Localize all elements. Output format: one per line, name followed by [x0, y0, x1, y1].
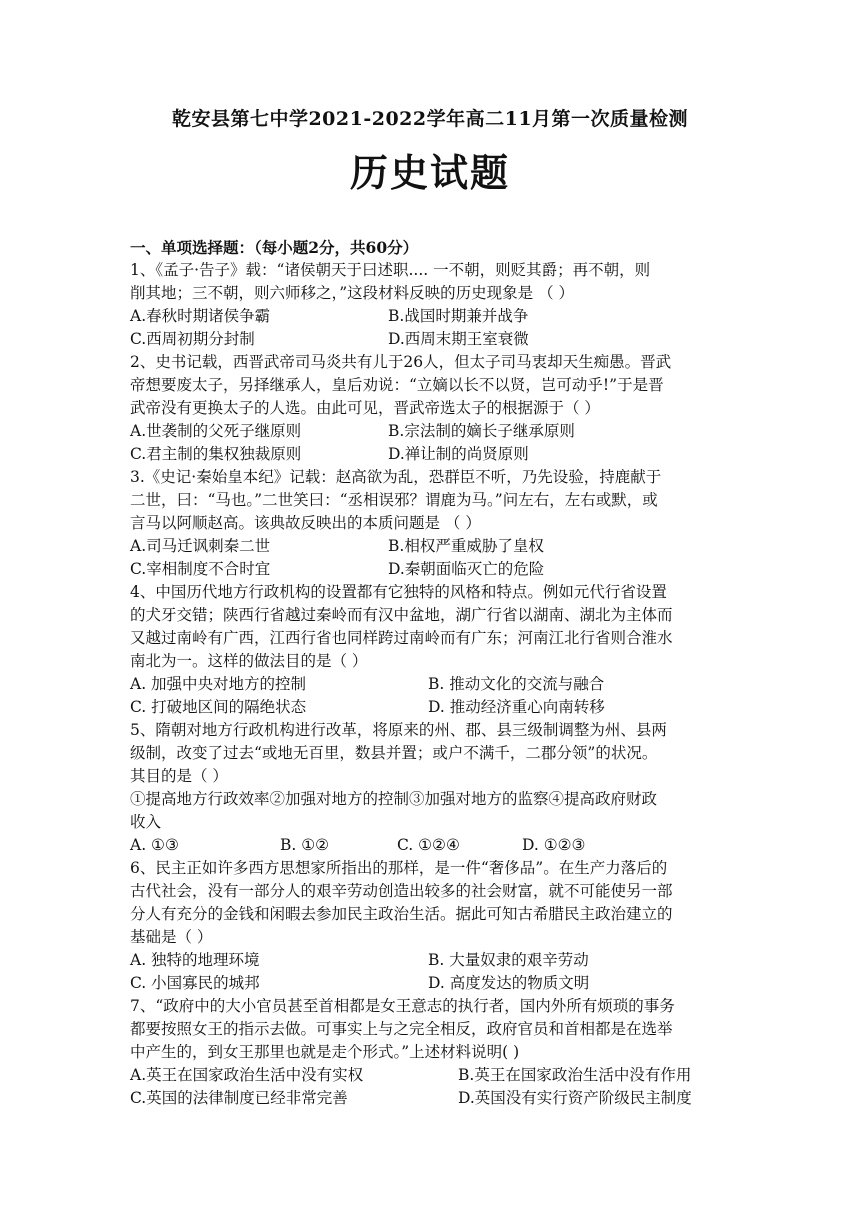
- option-d: D. ①②③: [522, 836, 586, 854]
- question-5: [130, 719, 730, 857]
- question-stem-line: 其目的是（ ）: [130, 767, 228, 785]
- option-c: C.西周初期分封制: [130, 330, 255, 348]
- option-row: [130, 420, 730, 443]
- option-row: [130, 673, 730, 696]
- option-b: B.相权严重威胁了皇权: [388, 537, 544, 555]
- option-row: [130, 305, 730, 328]
- option-a: A.英王在国家政治生活中没有实权: [130, 1066, 364, 1084]
- option-c: C. 打破地区间的隔绝状态: [130, 698, 307, 716]
- option-b: B.宗法制的嫡长子继承原则: [388, 422, 575, 440]
- option-d: D.禅让制的尚贤原则: [388, 445, 529, 463]
- option-row: [130, 1087, 730, 1110]
- question-stem-line: 武帝没有更换太子的人选。由此可见，晋武帝选太子的根据源于（ ）: [130, 399, 600, 417]
- question-4: [130, 581, 730, 719]
- option-row: [130, 443, 730, 466]
- option-row: [130, 535, 730, 558]
- question-stem-line: 级制，改变了过去“或地无百里，数县并置；或户不满千，二郡分领”的状况。: [130, 744, 658, 762]
- option-a: A.世袭制的父死子继原则: [130, 422, 302, 440]
- option-b: B.英王在国家政治生活中没有作用: [458, 1066, 692, 1084]
- option-c: C.君主制的集权独裁原则: [130, 445, 302, 463]
- option-a: A. 独特的地理环境: [130, 951, 260, 969]
- option-b: B. 大量奴隶的艰辛劳动: [428, 951, 589, 969]
- question-stem-line: 都要按照女王的指示去做。可事实上与之完全相反，政府官员和首相都是在选举: [130, 1020, 673, 1038]
- question-section: [130, 236, 730, 1110]
- option-row: [130, 949, 730, 972]
- option-d: D.秦朝面临灭亡的危险: [388, 560, 545, 578]
- option-row: [130, 1064, 730, 1087]
- question-7: [130, 995, 730, 1110]
- option-b: B. ①②: [280, 836, 330, 854]
- question-stem-line: ①提高地方行政效率②加强对地方的控制③加强对地方的监察④提高政府财政: [130, 790, 658, 808]
- option-d: D. 推动经济重心向南转移: [428, 698, 605, 716]
- question-stem-line: 3.《史记·秦始皇本纪》记载：赵高欲为乱，恐群臣不听，乃先设验，持鹿献于: [130, 468, 662, 486]
- question-stem-line: 基础是（ ）: [130, 928, 213, 946]
- option-a: A.司马迁讽刺秦二世: [130, 537, 271, 555]
- question-stem-line: 7、“政府中的大小官员甚至首相都是女王意志的执行者，国内外所有烦琐的事务: [130, 997, 675, 1015]
- option-b: B.战国时期兼并战争: [388, 307, 529, 325]
- question-stem-line: 5、隋朝对地方行政机构进行改革，将原来的州、郡、县三级制调整为州、县两: [130, 721, 667, 739]
- question-stem-line: 2、史书记载，西晋武帝司马炎共有儿于26人，但太子司马衷却天生痴愚。晋武: [130, 353, 672, 371]
- option-d: D.英国没有实行资产阶级民主制度: [458, 1089, 692, 1107]
- question-stem-line: 1、《孟子·告子》载：“诸侯朝天于曰述职.... 一不朝，则贬其爵；再不朝，则: [130, 261, 651, 279]
- question-stem-line: 分人有充分的金钱和闲暇去参加民主政治生活。据此可知古希腊民主政治建立的: [130, 905, 673, 923]
- question-stem-line: 4、中国历代地方行政机构的设置都有它独特的风格和特点。例如元代行省设置: [130, 583, 667, 601]
- option-c: C. 小国寡民的城邦: [130, 974, 260, 992]
- option-a: A. ①③: [130, 836, 179, 854]
- option-d: D.西周末期王室衰微: [388, 330, 529, 348]
- question-stem-line: 南北为一。这样的做法目的是（ ）: [130, 652, 368, 670]
- question-stem-line: 古代社会，没有一部分人的艰辛劳动创造出较多的社会财富，就不可能使另一部: [130, 882, 673, 900]
- subject-title: 历史试题: [349, 150, 510, 195]
- option-a: A. 加强中央对地方的控制: [130, 675, 307, 693]
- question-2: [130, 351, 730, 466]
- question-stem-line: 中产生的，到女王那里也就是走个形式。”上述材料说明( ): [130, 1043, 520, 1061]
- option-row: [130, 558, 730, 581]
- question-stem-line: 帝想要废太子，另择继承人，皇后劝说：“立嫡以长不以贤，岂可动乎!”于是晋: [130, 376, 664, 394]
- option-row: [130, 972, 730, 995]
- question-6: [130, 857, 730, 995]
- option-c: C. ①②④: [397, 836, 460, 854]
- question-1: [130, 259, 730, 351]
- option-a: A.春秋时期诸侯争霸: [130, 307, 271, 325]
- question-3: [130, 466, 730, 581]
- option-row: [130, 834, 730, 857]
- question-stem-line: 6、民主正如许多西方思想家所指出的那样，是一件“奢侈品”。在生产力落后的: [130, 859, 668, 877]
- option-c: C.英国的法律制度已经非常完善: [130, 1089, 348, 1107]
- option-row: [130, 696, 730, 719]
- question-stem-line: 削其地；三不朝，则六师移之，”这段材料反映的历史现象是 （ ）: [130, 284, 575, 302]
- section-title: 一、单项选择题：（每小题2分，共60分）: [130, 238, 419, 257]
- option-b: B. 推动文化的交流与融合: [428, 675, 605, 693]
- option-row: [130, 328, 730, 351]
- question-stem-line: 又越过南岭有广西，江西行省也同样跨过南岭而有广东；河南江北行省则合淮水: [130, 629, 673, 647]
- option-d: D. 高度发达的物质文明: [428, 974, 590, 992]
- exam-title: 乾安县第七中学2021-2022学年高二11月第一次质量检测: [171, 108, 689, 130]
- question-stem-line: 收入: [130, 813, 162, 831]
- option-c: C.宰相制度不合时宜: [130, 560, 271, 578]
- question-stem-line: 二世，曰：“马也。”二世笑曰：“丞相误邪？谓鹿为马。”问左右，左右或默，或: [130, 491, 658, 509]
- question-stem-line: 言马以阿顺赵高。该典故反映出的本质问题是 （ ）: [130, 514, 481, 532]
- question-stem-line: 的犬牙交错；陕西行省越过秦岭而有汉中盆地，湖广行省以湖南、湖北为主体而: [130, 606, 673, 624]
